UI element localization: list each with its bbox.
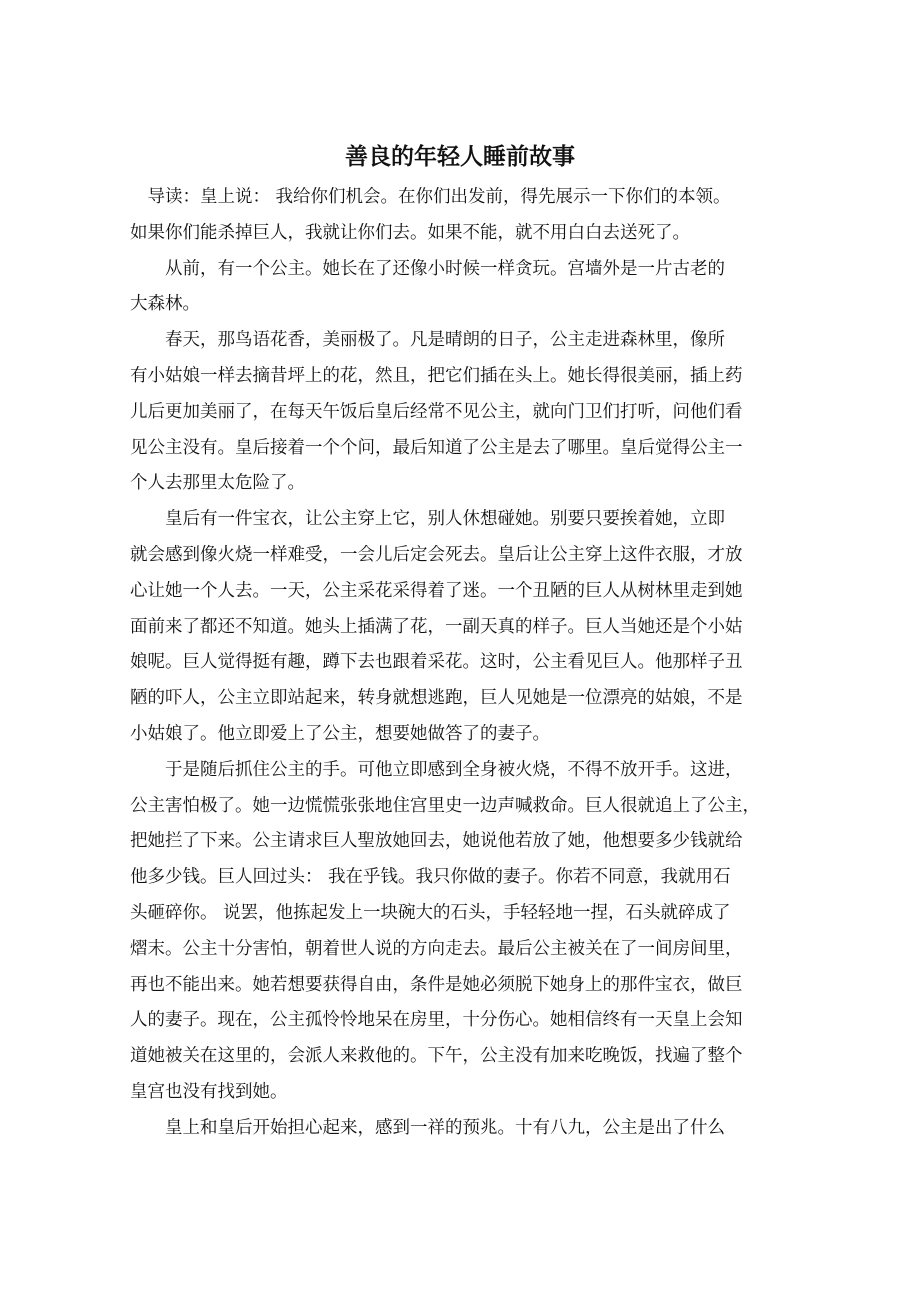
text-line: 个人去那里太危险了。 xyxy=(130,473,305,494)
text-line: 熠末。公主十分害怕，朝着世人说的方向走去。最后公主被关在了一间房间里， xyxy=(130,938,743,959)
text-line: 道她被关在这里的，会派人来救他的。下午，公主没有加来吃晚饭，找遍了整个 xyxy=(130,1046,743,1067)
text-line: 皇上和皇后开始担心起来，感到一祥的预兆。十有八九，公主是出了什么 xyxy=(165,1117,725,1138)
text-line: 面前来了都还不知道。她头上插满了花，一副天真的样子。巨人当她还是个小姑 xyxy=(130,616,743,637)
text-line: 从前，有一个公主。她长在了还像小时候一样贪玩。宫墙外是一片古老的 xyxy=(165,258,725,279)
text-line: 春天，那鸟语花香，美丽极了。凡是晴朗的日子，公主走进森林里，像所 xyxy=(165,330,725,351)
text-line: 人的妻子。现在，公主孤怜怜地呆在房里，十分伤心。她相信终有一天皇上会知 xyxy=(130,1010,743,1031)
paragraph xyxy=(130,753,786,1111)
text-line: 就会感到像火烧一样难受，一会儿后定会死去。皇后让公主穿上这件衣服，才放 xyxy=(130,544,743,565)
text-line: 如果你们能杀掉巨人，我就让你们去。如果不能，就不用白白去送死了。 xyxy=(130,222,690,243)
intro-paragraph xyxy=(130,180,786,252)
paragraph xyxy=(130,1111,786,1147)
text-line: 陋的吓人，公主立即站起来，转身就想逃跑，巨人见她是一位漂亮的姑娘，不是 xyxy=(130,688,743,709)
story-title: 善良的年轻人睡前故事 xyxy=(345,143,575,170)
story-body xyxy=(130,180,786,1147)
text-line: 公主害怕极了。她一边慌慌张张地住宫里史一边声喊救命。巨人很就追上了公主， xyxy=(130,795,760,816)
text-line: 小姑娘了。他立即爱上了公主，想要她做答了的妻子。 xyxy=(130,723,550,744)
text-line: 把她拦了下来。公主请求巨人聖放她回去，她说他若放了她，他想要多少钱就给 xyxy=(130,831,743,852)
text-line: 心让她一个人去。一天，公主采花采得着了迷。一个丑陋的巨人从树林里走到她 xyxy=(130,580,743,601)
text-line: 娘呢。巨人觉得挺有趣，蹲下去也跟着采花。这时，公主看见巨人。他那样子丑 xyxy=(130,652,743,673)
paragraph xyxy=(130,323,786,502)
text-line: 他多少钱。巨人回过头： 我在乎钱。我只你做的妻子。你若不同意，我就用石 xyxy=(130,867,731,888)
text-line: 头砸碎你。 说罢，他拣起发上一块碗大的石头，手轻轻地一捏，石头就碎成了 xyxy=(130,902,731,923)
text-line: 导读：皇上说： 我给你们机会。在你们出发前，得先展示一下你们的本领。 xyxy=(147,187,731,207)
text-line: 有小姑娘一样去摘昔坪上的花，然且，把它们插在头上。她长得很美丽，插上药 xyxy=(130,365,743,386)
text-line: 儿后更加美丽了，在每天午饭后皇后经常不见公主，就向门卫们打听，问他们看 xyxy=(130,401,743,422)
text-line: 大森林。 xyxy=(130,294,200,315)
text-line: 皇后有一件宝衣，让公主穿上它，别人休想碰她。别要只要挨着她，立即 xyxy=(165,509,725,530)
text-line: 于是随后抓住公主的手。可他立即感到全身被火烧，不得不放开手。这进， xyxy=(165,759,743,780)
paragraph xyxy=(130,502,786,753)
paragraph xyxy=(130,252,786,324)
text-line: 皇宫也没有找到她。 xyxy=(130,1081,288,1102)
text-line: 见公主没有。皇后接着一个个问，最后知道了公主是去了哪里。皇后觉得公主一 xyxy=(130,437,743,458)
text-line: 再也不能出来。她若想要获得自由，条件是她必须脱下她身上的那件宝衣，做巨 xyxy=(130,974,743,995)
